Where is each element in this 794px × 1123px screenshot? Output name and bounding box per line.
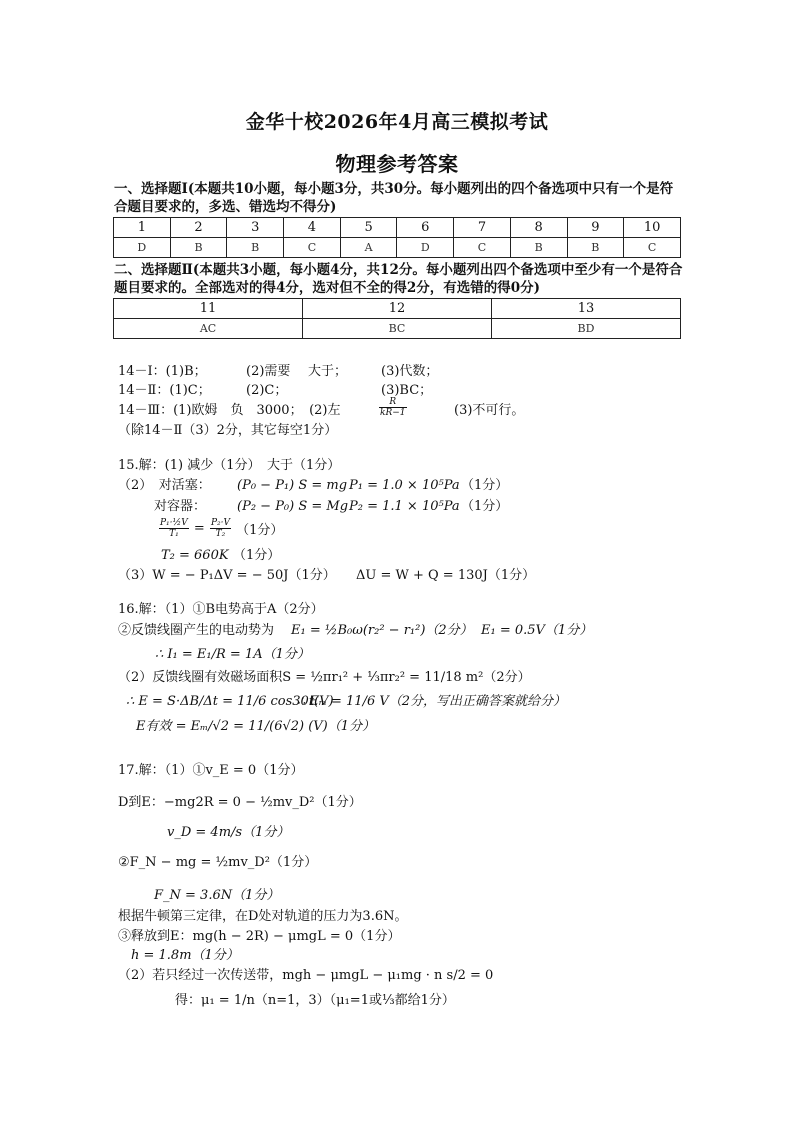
q15-line3-result: P₂ = 1.1 × 10⁵Pa [349, 499, 460, 514]
q14-1-part1: 14－Ⅰ：(1)B； [118, 364, 207, 379]
cell: 11 [114, 299, 303, 319]
frac-den: T₁ [169, 529, 179, 539]
cell: BD [492, 319, 681, 339]
q15-line3-points: （1分） [461, 499, 509, 514]
cell: B [567, 238, 624, 258]
q15-line5-points: （1分） [233, 548, 281, 563]
q15-line2-label: （2） 对活塞： [118, 478, 211, 493]
cell: B [510, 238, 567, 258]
q15-line2-points: （1分） [461, 478, 509, 493]
cell: D [114, 238, 171, 258]
q15-line3-label: 对容器： [154, 499, 207, 514]
frac-num: P₁·½V [160, 518, 188, 528]
cell: 2 [170, 218, 227, 238]
q16-line2a: ②反馈线圈产生的电动势为 [118, 623, 275, 638]
frac-num: P₂·V [210, 518, 230, 528]
q17-line8: h = 1.8m（1分） [131, 948, 239, 963]
q14-score-note: （除14－Ⅱ（3）2分，其它每空1分） [118, 423, 338, 438]
q14-2-part2: (2)C； [246, 383, 288, 398]
q16-line6: E有效 = Eₘ/√2 = 11/(6√2) (V)（1分） [136, 719, 376, 734]
section1-answer-table [113, 217, 681, 258]
q15-line6b: ΔU = W + Q = 130J（1分） [356, 568, 536, 583]
q14-2-part3: (3)BC； [381, 383, 433, 398]
cell: C [284, 238, 341, 258]
q14-3-part1: 14－Ⅲ：(1)欧姆 负 3000； (2)左 [118, 403, 341, 418]
q17-line10: 得：μ₁ = 1/n（n=1，3）（μ₁=1或⅓都给1分） [175, 993, 455, 1008]
cell: 6 [397, 218, 454, 238]
cell: 9 [567, 218, 624, 238]
cell: 5 [340, 218, 397, 238]
q14-1-part2: (2)需要 [246, 364, 291, 379]
cell: 4 [284, 218, 341, 238]
q17-line5: F_N = 3.6N（1分） [154, 888, 280, 903]
q15-line4-gas-law: $\frac{\text{P₁·½V}}{\text{T₁}}$ = $\frac{\text{P₂·V}}{\text{T₂}}$ （1分） [160, 518, 284, 539]
q16-line2b: E₁ = ½B₀ω(r₂² − r₁²)（2分） [291, 623, 473, 638]
q16-line2c: E₁ = 0.5V（1分） [481, 623, 593, 638]
q15-line5: T₂ = 660K [161, 548, 229, 563]
section2-number-row [114, 299, 681, 319]
q15-line2-eq: (P₀ − P₁) S = mg [237, 478, 348, 493]
cell: C [624, 238, 681, 258]
q15-line3-eq: (P₂ − P₀) S = Mg [237, 499, 349, 514]
cell: 3 [227, 218, 284, 238]
q16-line1: 16.解：（1）①B电势高于A（2分） [118, 602, 324, 617]
q17-line4: ②F_N − mg = ½mv_D²（1分） [118, 855, 318, 870]
q17-line9: （2）若只经过一次传送带，mgh − μmgL − μ₁mg · n s/2 = 0 [118, 968, 494, 983]
q17-line1: 17.解：（1）①v_E = 0（1分） [118, 763, 304, 778]
section2-heading: 二、选择题Ⅱ(本题共3小题，每小题4分，共12分。每小题列出四个备选项中至少有一个是符合题目要求的。全部选对的得4分，选对但不全的得2分，有选错的得0分) [114, 262, 683, 296]
cell: BC [303, 319, 492, 339]
q14-1-part3: (3)代数； [381, 364, 439, 379]
frac-den: kR−1 [380, 408, 406, 418]
cell: 8 [510, 218, 567, 238]
cell: D [397, 238, 454, 258]
q14-2-part1: 14－Ⅱ：(1)C； [118, 383, 211, 398]
exam-title: 金华十校2026年4月高三模拟考试 [245, 111, 549, 133]
section2-answer-table [113, 298, 681, 339]
q17-line6: 根据牛顿第三定律，在D处对轨道的压力为3.6N。 [118, 909, 408, 924]
cell: 10 [624, 218, 681, 238]
q17-line3: v_D = 4m/s（1分） [167, 825, 290, 840]
section1-heading: 一、选择题Ⅰ(本题共10小题，每小题3分，共30分。每小题列出的四个备选项中只有一个是符合题目要求的，多选、错选均不得分) [114, 181, 674, 215]
cell: 13 [492, 299, 681, 319]
q16-line5b: ∴ Eₘ = 11/6 V（2分，写出正确答案就给分） [297, 694, 567, 709]
q14-3-part3: (3)不可行。 [454, 403, 525, 418]
frac-num: R [379, 397, 407, 408]
q15-line4-points: （1分） [236, 523, 284, 538]
section1-number-row [114, 218, 681, 238]
q16-line4: （2）反馈线圈有效磁场面积S = ½πr₁² + ⅓πr₂² = 11/18 m²（2分） [118, 670, 531, 685]
q15-line6: （3）W = − P₁ΔV = − 50J（1分） [118, 568, 336, 583]
section2-answer-row [114, 319, 681, 339]
q17-line2: D到E：−mg2R = 0 − ½mv_D²（1分） [118, 795, 362, 810]
q14-3-fraction [378, 397, 408, 418]
cell: B [227, 238, 284, 258]
cell: 12 [303, 299, 492, 319]
cell: A [340, 238, 397, 258]
answer-key-title: 物理参考答案 [335, 152, 459, 176]
cell: 7 [454, 218, 511, 238]
section1-answer-row [114, 238, 681, 258]
frac-den: T₂ [215, 529, 226, 539]
q16-line3: ∴ I₁ = E₁/R = 1A（1分） [155, 647, 310, 662]
cell: B [170, 238, 227, 258]
q14-1-part2b: 大于； [308, 364, 348, 379]
cell: 1 [114, 218, 171, 238]
q15-line2-result: P₁ = 1.0 × 10⁵Pa [349, 478, 460, 493]
cell: AC [114, 319, 303, 339]
q15-line1: 15.解：(1) 减少（1分） 大于（1分） [118, 458, 341, 473]
cell: C [454, 238, 511, 258]
q17-line7: ③释放到E：mg(h − 2R) − μmgL = 0（1分） [118, 929, 401, 944]
q16-line5a: ∴ E = S·ΔB/Δt = 11/6 cos30t(V) [126, 694, 334, 709]
